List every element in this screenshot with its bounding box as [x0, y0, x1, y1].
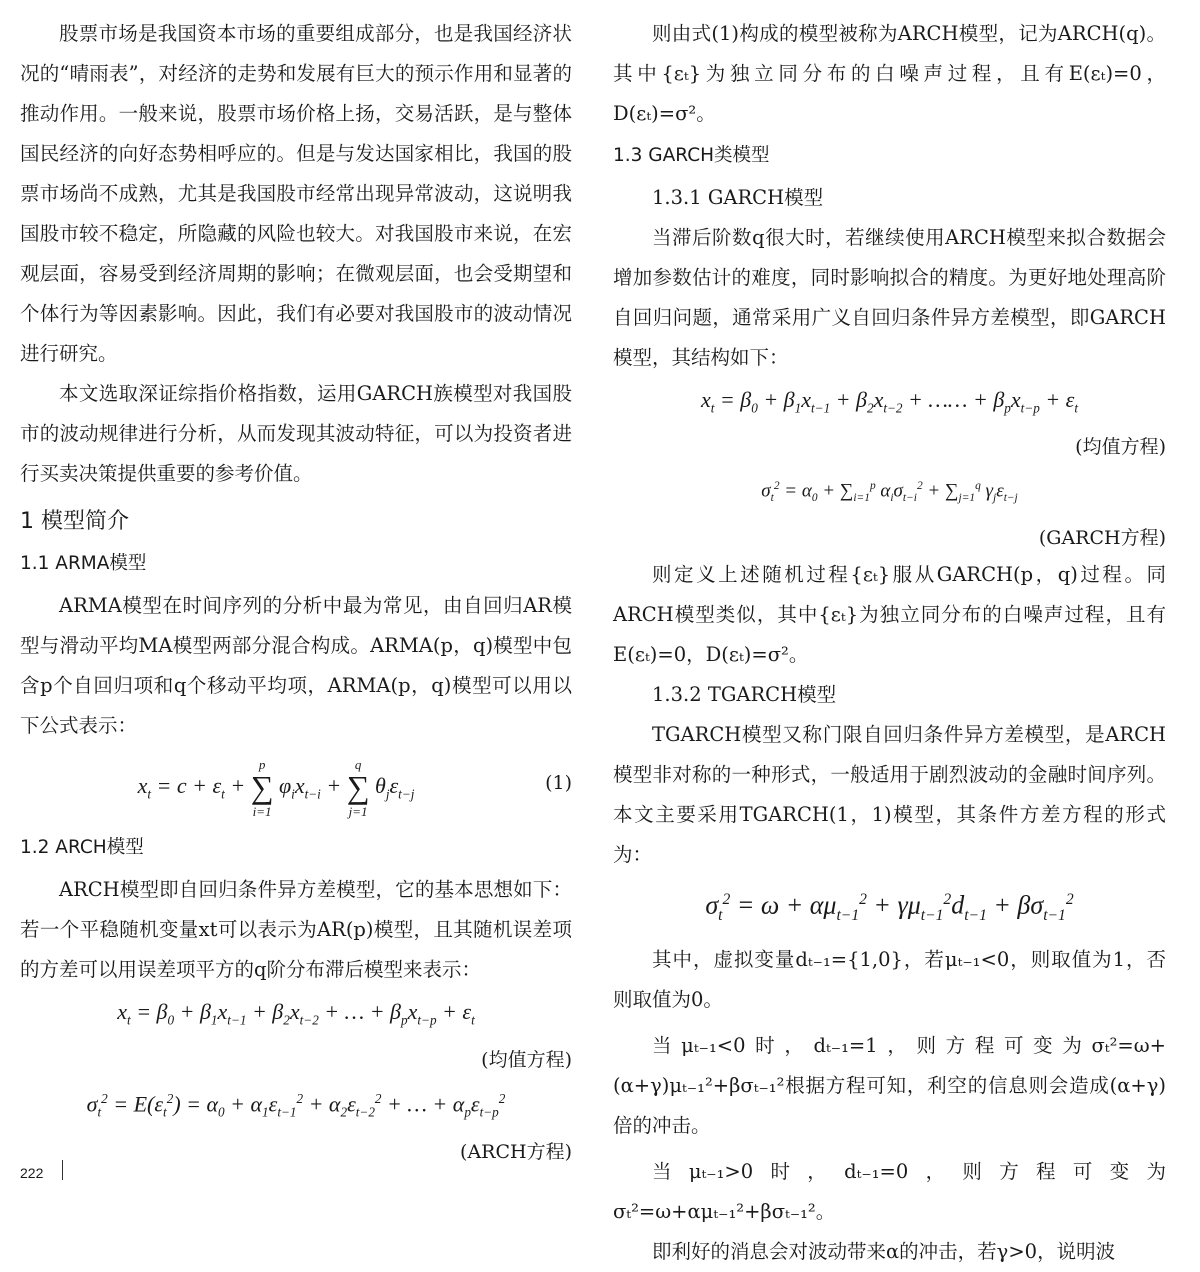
equation-label-arch: (ARCH方程)	[460, 1140, 572, 1163]
paragraph-arch-definition: 则由式(1)构成的模型被称为ARCH模型，记为ARCH(q)。其中{εₜ}为独立同分布的白噪声过程，且有E(εₜ)=0，D(εₜ)=σ²。	[613, 22, 1166, 125]
equation-label-mean: (均值方程)	[1075, 436, 1166, 459]
subsection-heading-garch-class: 1.3 GARCH类模型	[613, 145, 770, 166]
right-column	[613, 14, 1166, 1272]
paragraph-intro: 股票市场是我国资本市场的重要组成部分，也是我国经济状况的“晴雨表”，对经济的走势和发展有巨大的预示作用和显著的推动作用。一般来说，股票市场价格上扬，交易活跃，是与整体国民经济的向好态势相呼应的。但是与发达国家相比，我国的股票市场尚不成熟，尤其是我国股市经常出现异常波动，这说明我国股市较不稳定，所隐藏的风险也较大。对我国股市来说，在宏观层面，容易受到经济周期的影响；在微观层面，也会受期望和个体行为等因素影响。因此，我们有必要对我国股市的波动情况进行研究。	[20, 22, 572, 365]
equation-arch-variance: $\sigma_t^2 = E(\varepsilon_t^2) = \alpha_0 + \alpha_1\varepsilon_{t-1}^2 + \alpha_2\varepsilon_{t-2}^2$ + … + $\alpha_p\varepsilon_{t-p}^2$	[86, 1090, 506, 1120]
subsection-heading-arma: 1.1 ARMA模型	[20, 553, 147, 574]
paragraph-bad-news: 当μₜ₋₁<0时，dₜ₋₁=1，则方程可变为σₜ²=ω+(α+γ)μₜ₋₁²+βσₜ₋₁²根据方程可知，利空的信息则会造成(α+γ)倍的冲击。	[613, 1034, 1166, 1138]
equation-number: (1)	[545, 772, 572, 794]
equation-arma: $x_t = c + \varepsilon_t$ + p ∑ i=1 $\varphi_ix_{t-i}$ + q ∑ j=1 $\theta_j\varepsilon_{t-j}$ (1)	[137, 757, 572, 819]
equation-garch-mean: $x_t = \beta_0 + \beta_1x_{t-1} + \beta_2x_{t-2}$ + …… + $\beta_px_{t-p} + \varepsilon_t$	[700, 387, 1079, 416]
page-number-divider	[62, 1160, 63, 1180]
subsection-heading-arch: 1.2 ARCH模型	[20, 837, 144, 859]
paragraph-arma: ARMA模型在时间序列的分析中最为常见，由自回归AR模型与滑动平均MA模型两部分混合构成。ARMA(p，q)模型中包含p个自回归项和q个移动平均项，ARMA(p，q)模型可以用以下公式表示：	[20, 594, 572, 737]
page-number: 222	[20, 1165, 44, 1181]
equation-garch-variance: $\sigma_t^2 = \alpha_0 + \sum_{i=1}^p$ $\alpha_i\sigma_{t-i}^2 + \sum_{j=1}^q$ $\gamma_j\varepsilon_{t-j}$	[761, 480, 1018, 505]
section-heading-1: 1 模型简介	[20, 509, 129, 534]
equation-label-garch: (GARCH方程)	[1038, 526, 1166, 549]
left-column	[20, 14, 572, 1169]
equation-tgarch: $\sigma_t^2 = \omega + \alpha\mu_{t-1}^2 + \gamma\mu_{t-1}^2d_{t-1} + \beta\sigma_{t-1}^2$	[705, 890, 1074, 924]
paragraph-arch: ARCH模型即自回归条件异方差模型，它的基本思想如下：若一个平稳随机变量xt可以表示为AR(p)模型，且其随机误差项的方差可以用误差项平方的q阶分布滞后模型来表示：	[20, 878, 572, 982]
subsubsection-heading-garch: 1.3.1 GARCH模型	[652, 186, 824, 209]
paragraph-dummy-variable: 其中，虚拟变量dₜ₋₁={1,0}，若μₜ₋₁<0，则取值为1，否则取值为0。	[613, 948, 1166, 1012]
equation-arch-mean: $x_t = \beta_0 + \beta_1x_{t-1} + \beta_2x_{t-2}$ + … + $\beta_px_{t-p} + \varepsilon_t$	[117, 999, 475, 1028]
paragraph-purpose: 本文选取深证综指价格指数，运用GARCH族模型对我国股市的波动规律进行分析，从而发现其波动特征，可以为投资者进行买卖决策提供重要的参考价值。	[20, 382, 572, 485]
paragraph-garch-definition: 则定义上述随机过程{εₜ}服从GARCH(p，q)过程。同ARCH模型类似，其中{εₜ}为独立同分布的白噪声过程，且有E(εₜ)=0，D(εₜ)=σ²。	[613, 562, 1166, 666]
paragraph-good-news: 当μₜ₋₁>0时，dₜ₋₁=0，则方程可变为σₜ²=ω+αμₜ₋₁²+βσₜ₋₁²。	[613, 1160, 1166, 1224]
paragraph-conclusion: 即利好的消息会对波动带来α的冲击，若γ>0，说明波	[652, 1240, 1116, 1264]
subsubsection-heading-tgarch: 1.3.2 TGARCH模型	[652, 682, 837, 706]
paragraph-tgarch: TGARCH模型又称门限自回归条件异方差模型，是ARCH模型非对称的一种形式，一般适用于剧烈波动的金融时间序列。本文主要采用TGARCH(1，1)模型，其条件方差方程的形式为：	[613, 722, 1166, 866]
paragraph-garch: 当滞后阶数q很大时，若继续使用ARCH模型来拟合数据会增加参数估计的难度，同时影响拟合的精度。为更好地处理高阶自回归问题，通常采用广义自回归条件异方差模型，即GARCH模型，其结构如下：	[613, 226, 1166, 369]
equation-label-mean: (均值方程)	[481, 1048, 572, 1071]
